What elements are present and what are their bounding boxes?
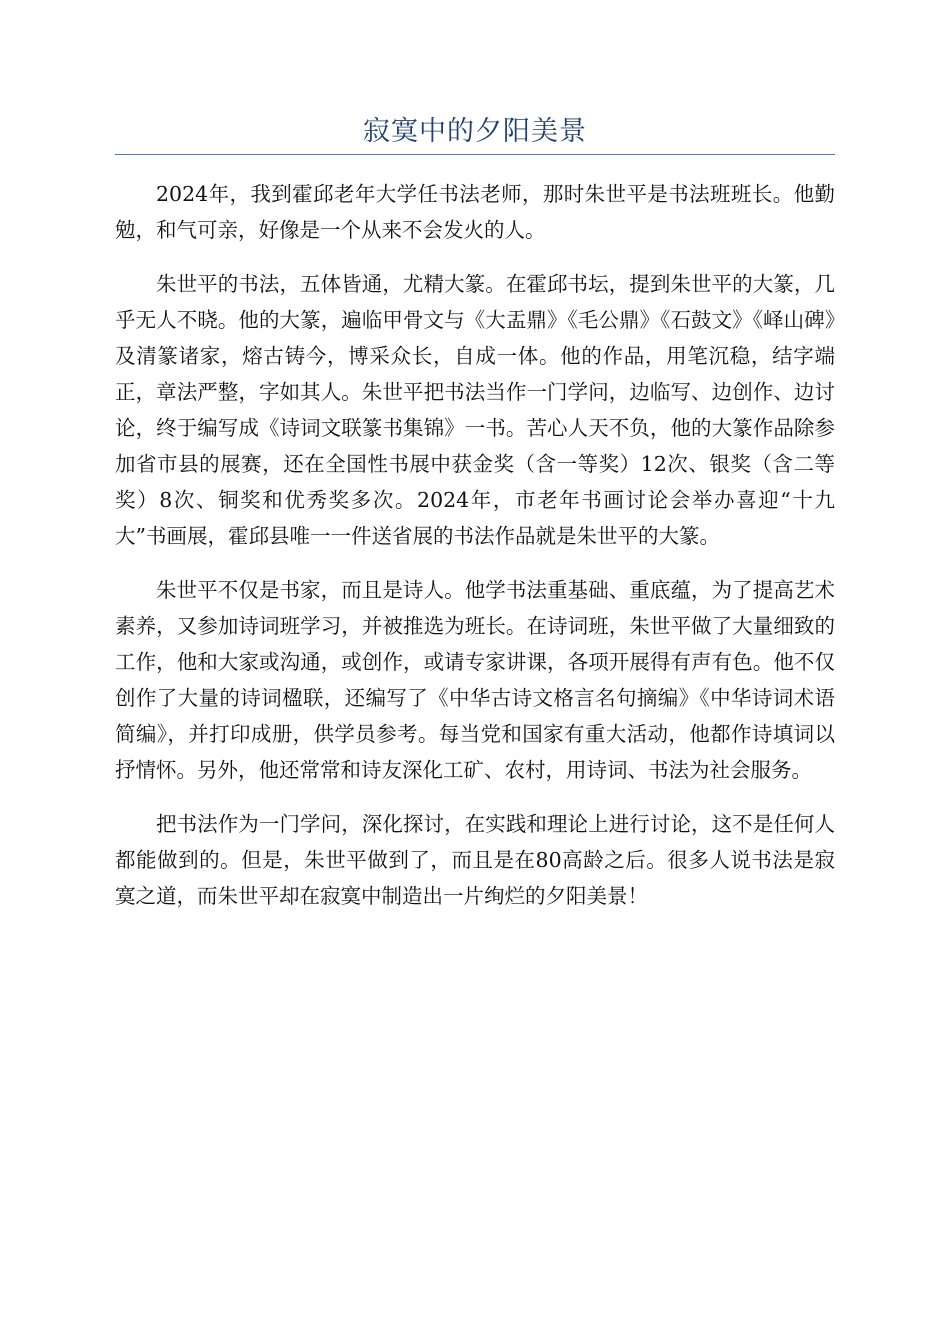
title-underline <box>115 154 835 155</box>
paragraph-1: 2024年，我到霍邱老年大学任书法老师，那时朱世平是书法班班长。他勤勉，和气可亲，好像是一个从来不会发火的人。 <box>115 182 835 242</box>
paragraph-2: 朱世平的书法，五体皆通，尤精大篆。在霍邱书坛，提到朱世平的大篆，几乎无人不晓。他的大篆，遍临甲骨文与《大盂鼎》《毛公鼎》《石鼓文》《峄山碑》及清篆诸家，熔古铸今，博采众长，自成一体。他的作品，用笔沉稳，结字端正，章法严整，字如其人。朱世平把书法当作一门学问，边临写、边创作、边讨论，终于编写成《诗词文联篆书集锦》一书。苦心人天不负，他的大篆作品除参加省市县的展赛，还在全国性书展中获金奖（含一等奖）12次、银奖（含二等奖）8次、铜奖和优秀奖多次。2024年，市老年书画讨论会举办喜迎“十九大”书画展，霍邱县唯一一件送省展的书法作品就是朱世平的大篆。 <box>115 272 835 548</box>
document-title: 寂寞中的夕阳美景 <box>363 116 587 147</box>
paragraph-4: 把书法作为一门学问，深化探讨，在实践和理论上进行讨论，这不是任何人都能做到的。但是，朱世平做到了，而且是在80高龄之后。很多人说书法是寂寞之道，而朱世平却在寂寞中制造出一片绚烂的夕阳美景！ <box>115 812 835 908</box>
document-body <box>115 176 835 932</box>
paragraph-3: 朱世平不仅是书家，而且是诗人。他学书法重基础、重底蕴，为了提高艺术素养，又参加诗词班学习，并被推选为班长。在诗词班，朱世平做了大量细致的工作，他和大家或沟通，或创作，或请专家讲课，各项开展得有声有色。他不仅创作了大量的诗词楹联，还编写了《中华古诗文格言名句摘编》《中华诗词术语简编》，并打印成册，供学员参考。每当党和国家有重大活动，他都作诗填词以抒情怀。另外，他还常常和诗友深化工矿、农村，用诗词、书法为社会服务。 <box>115 578 835 782</box>
